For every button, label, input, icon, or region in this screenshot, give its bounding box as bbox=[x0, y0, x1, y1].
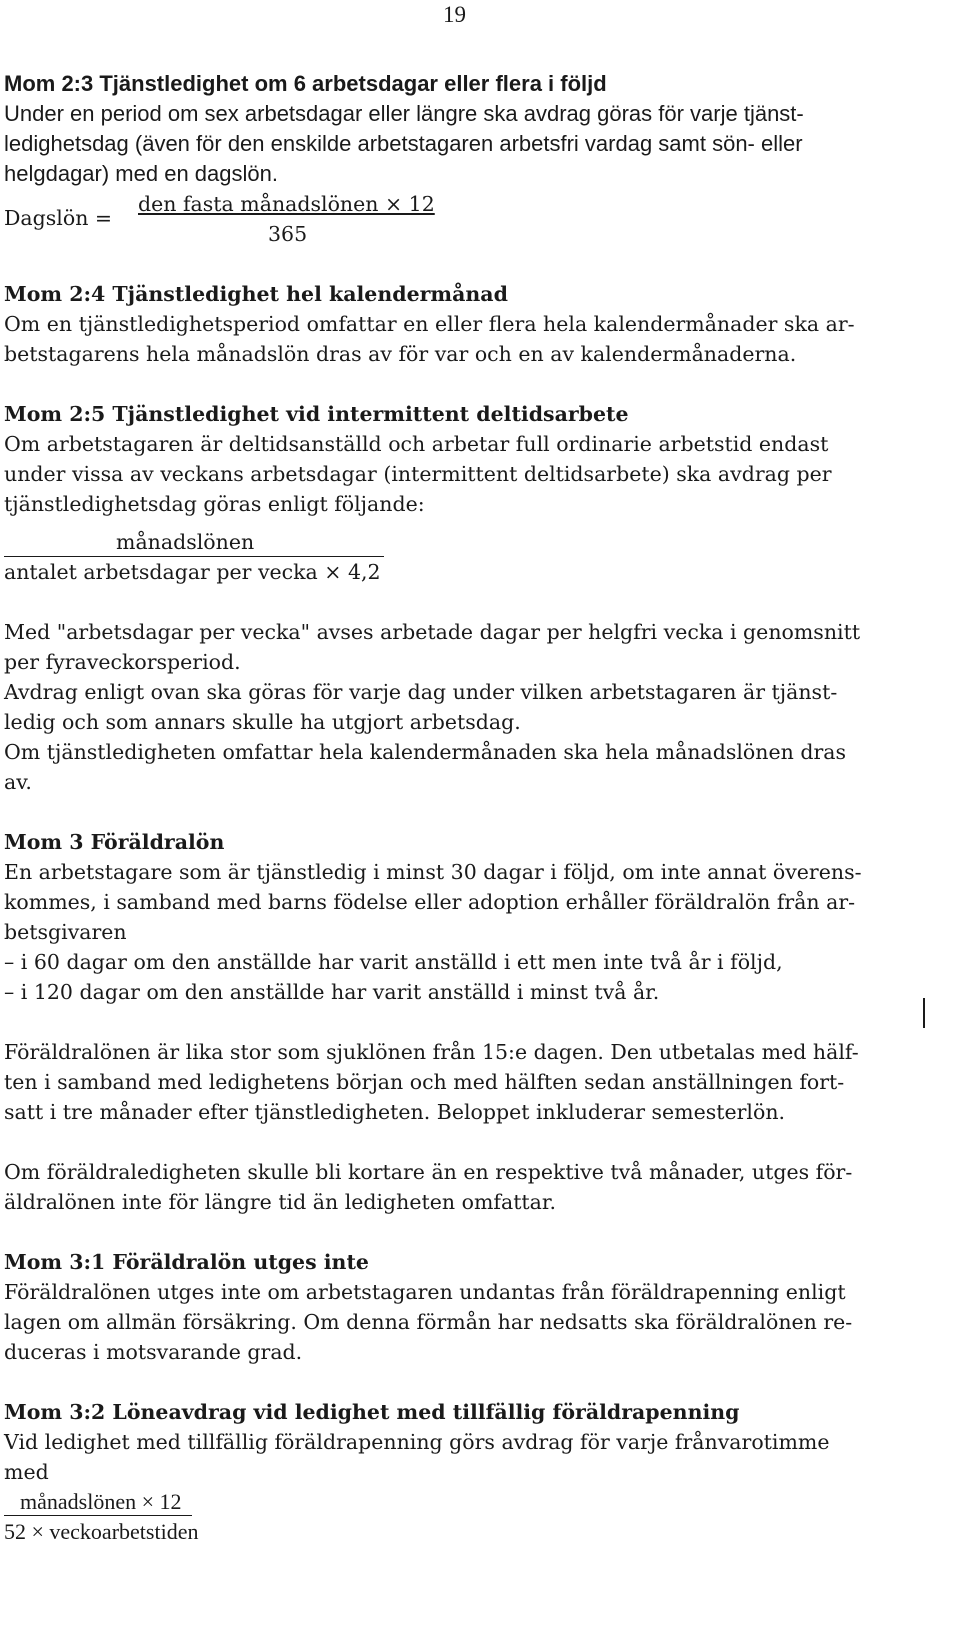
paragraph-line: äldralönen inte för längre tid än ledigheten omfattar. bbox=[4, 1190, 556, 1214]
section-mom-3 bbox=[4, 827, 934, 1217]
paragraph-line: ledighetsdag (även för den enskilde arbetstagaren arbetsfri vardag samt sön- eller bbox=[4, 131, 803, 156]
formula-denominator: 365 bbox=[268, 222, 308, 246]
intermittent-formula bbox=[4, 527, 934, 587]
section-mom-2-3 bbox=[4, 69, 934, 189]
list-item: – i 60 dagar om den anställde har varit anställd i ett men inte två år i följd, bbox=[4, 950, 783, 974]
parental-benefit-formula bbox=[4, 1487, 934, 1547]
paragraph-line: betstagarens hela månadslön dras av för var och en av kalendermånaderna. bbox=[4, 342, 797, 366]
paragraph-line: Om tjänstledigheten omfattar hela kalendermånaden ska hela månadslönen dras bbox=[4, 740, 846, 764]
section-heading: Mom 2:4 Tjänstledighet hel kalendermånad bbox=[4, 282, 508, 306]
list-item: – i 120 dagar om den anställde har varit anställd i minst två år. bbox=[4, 980, 660, 1004]
revision-bar bbox=[923, 998, 925, 1028]
page-number: 19 bbox=[443, 2, 466, 27]
paragraph-line: Med "arbetsdagar per vecka" avses arbetade dagar per helgfri vecka i genomsnitt bbox=[4, 620, 861, 644]
section-heading: Mom 3 Föräldralön bbox=[4, 830, 225, 854]
formula-denominator: 52 × veckoarbetstiden bbox=[4, 1519, 199, 1544]
paragraph-line: Om föräldraledigheten skulle bli kortare än en respektive två månader, utges för- bbox=[4, 1160, 853, 1184]
dagslon-formula bbox=[4, 189, 934, 249]
paragraph-line: per fyraveckorsperiod. bbox=[4, 650, 241, 674]
paragraph-line: lagen om allmän försäkring. Om denna förmån har nedsatts ska föräldralönen re- bbox=[4, 1310, 853, 1334]
paragraph-line: med bbox=[4, 1460, 49, 1484]
paragraph-line: satt i tre månader efter tjänstledigheten. Beloppet inkluderar semesterlön. bbox=[4, 1100, 786, 1124]
paragraph-line: Om arbetstagaren är deltidsanställd och arbetar full ordinarie arbetstid endast bbox=[4, 432, 829, 456]
paragraph-line: tjänstledighetsdag göras enligt följande: bbox=[4, 492, 425, 516]
document-body bbox=[4, 69, 934, 1547]
paragraph-line: Föräldralönen är lika stor som sjuklönen från 15:e dagen. Den utbetalas med hälf- bbox=[4, 1040, 859, 1064]
paragraph-line: En arbetstagare som är tjänstledig i minst 30 dagar i följd, om inte annat överens- bbox=[4, 860, 862, 884]
section-heading: Mom 3:1 Föräldralön utges inte bbox=[4, 1250, 369, 1274]
paragraph-line: av. bbox=[4, 770, 32, 794]
section-mom-2-5 bbox=[4, 399, 934, 797]
paragraph-line: ten i samband med ledighetens början och med hälften sedan anställningen fort- bbox=[4, 1070, 845, 1094]
paragraph-line: Avdrag enligt ovan ska göras för varje dag under vilken arbetstagaren är tjänst- bbox=[4, 680, 838, 704]
formula-numerator: månadslönen bbox=[4, 528, 384, 557]
section-heading: Mom 2:5 Tjänstledighet vid intermittent deltidsarbete bbox=[4, 402, 629, 426]
formula-numerator: månadslönen × 12 bbox=[4, 1489, 192, 1516]
paragraph-line: kommes, i samband med barns födelse eller adoption erhåller föräldralön från ar- bbox=[4, 890, 856, 914]
section-mom-3-1 bbox=[4, 1247, 934, 1367]
paragraph-line: Föräldralönen utges inte om arbetstagaren undantas från föräldrapenning enligt bbox=[4, 1280, 846, 1304]
paragraph-line: Under en period om sex arbetsdagar eller längre ska avdrag göras för varje tjänst- bbox=[4, 101, 804, 126]
formula-label: Dagslön = bbox=[4, 206, 113, 230]
paragraph-line: betsgivaren bbox=[4, 920, 127, 944]
section-heading: Mom 2:3 Tjänstledighet om 6 arbetsdagar eller flera i följd bbox=[4, 71, 607, 96]
paragraph-line: Vid ledighet med tillfällig föräldrapenning görs avdrag för varje frånvarotimme bbox=[4, 1430, 830, 1454]
paragraph-line: Om en tjänstledighetsperiod omfattar en eller flera hela kalendermånader ska ar- bbox=[4, 312, 855, 336]
formula-denominator: antalet arbetsdagar per vecka × 4,2 bbox=[4, 560, 381, 584]
paragraph-line: duceras i motsvarande grad. bbox=[4, 1340, 303, 1364]
paragraph-line: ledig och som annars skulle ha utgjort arbetsdag. bbox=[4, 710, 521, 734]
paragraph-line: under vissa av veckans arbetsdagar (intermittent deltidsarbete) ska avdrag per bbox=[4, 462, 832, 486]
paragraph-line: helgdagar) med en dagslön. bbox=[4, 161, 278, 186]
formula-numerator: den fasta månadslönen × 12 bbox=[138, 192, 435, 216]
section-mom-2-4 bbox=[4, 279, 934, 369]
section-heading: Mom 3:2 Löneavdrag vid ledighet med tillfällig föräldrapenning bbox=[4, 1400, 740, 1424]
section-mom-3-2 bbox=[4, 1397, 934, 1547]
